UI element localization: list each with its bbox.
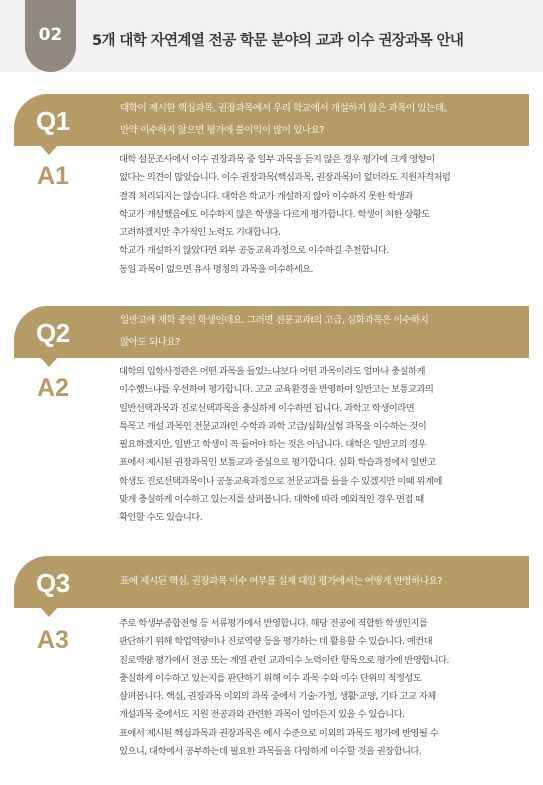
answer-line: 충실하게 이수하고 있는지를 판단하기 위해 이수 과목 수와 이수 단위의 적정성도 [119, 672, 422, 684]
question-line: 표에 제시된 핵심, 권장과목 이수 여부를 실제 대입 평가에서는 어떻게 반영하나요? [120, 576, 442, 587]
answer-line: 일반선택과목과 진로선택과목을 충실하게 이수하면 됩니다. 과학고 학생이라면 [119, 402, 415, 414]
answer-line: 이수했느냐를 우선하여 평가합니다. 고교 교육환경을 반영하여 일반고는 보통교과의 [119, 384, 434, 396]
question-label: Q1 [36, 106, 70, 136]
question-label: Q2 [36, 318, 70, 348]
answer-line: 학교가 개설하지 않았다면 외부 공동교육과정으로 이수하길 추천합니다. [119, 245, 389, 257]
question-text [120, 571, 442, 593]
speech-tail [40, 145, 58, 155]
question-text [120, 310, 428, 354]
answer-label: A2 [37, 374, 69, 402]
answer-line: 있으니, 대학에서 공부하는데 필요한 과목들을 다양하게 이수할 것을 권장합니다. [119, 746, 422, 758]
question-line: 만약 이수하지 않으면 평가에 불이익이 많이 있나요? [120, 125, 325, 136]
section-number: 02 [38, 25, 63, 45]
answer-line: 특목고 개설 과목인 전문교과Ⅰ인 수학과 과학 고급/심화/실험 과목을 이수하는 것이 [119, 420, 427, 432]
answer-line: 확인할 수도 있습니다. [119, 512, 203, 524]
question-label: Q3 [36, 568, 70, 598]
answer-line: 주로 학생부종합전형 등 서류평가에서 반영합니다. 해당 전공에 적합한 학생인지를 [119, 618, 428, 629]
page-title: 5개 대학 자연계열 전공 학문 분야의 교과 이수 권장과목 안내 [92, 33, 464, 49]
answer-line: 살펴봅니다. 핵심, 권장과목 이외의 과목 중에서 기술·가정, 생활·교양, 기타 고교 자체 [119, 691, 436, 703]
answer-label: A3 [37, 626, 69, 654]
question-line: 않아도 되나요? [120, 337, 180, 348]
speech-tail [40, 357, 58, 367]
answer-line: 필요하겠지만, 일반고 학생이 꼭 들어야 하는 것은 아닙니다. 대학은 일반고의 경우 [119, 439, 427, 451]
answer-line: 개설과목 중에서도 지원 전공과와 관련한 과목이 얼마든지 있을 수 있습니다. [119, 709, 405, 721]
question-bar-3 [14, 556, 529, 608]
answer-line: 학교가 개설했음에도 이수하지 않은 학생을 다르게 평가합니다. 학생이 처한 상황도 [119, 208, 430, 220]
answer-line: 판단하기 위해 학업역량이나 진로역량 등을 평가하는 데 활용할 수 있습니다. 예컨대 [119, 636, 433, 648]
answer-text [119, 615, 529, 761]
section-number-badge [25, 0, 76, 72]
answer-line: 결격 처리되지는 않습니다. 대학은 학교가 개설하지 않아 이수하지 못한 학생과 [119, 190, 413, 202]
question-text [120, 98, 446, 142]
answer-line: 동일 과목이 없으면 유사 명칭의 과목을 이수하세요. [119, 263, 313, 275]
answer-line: 대학 설문조사에서 이수 권장과목 중 일부 과목을 듣지 않은 경우 평가에 크게 영향이 [119, 154, 435, 165]
question-line: 일반고에 재학 중인 학생인데요. 그러면 전문교과Ⅰ의 고급, 심화과목은 이수하지 [120, 315, 429, 326]
question-bar-1 [14, 94, 529, 146]
answer-text [119, 363, 529, 528]
question-bar-2 [14, 306, 529, 358]
answer-line: 진로역량 평가에서 전공 또는 계열 관련 교과이수 노력이란 항목으로 평가에 반영합니다. [119, 654, 449, 666]
answer-label: A1 [37, 162, 69, 190]
answer-line: 대학의 입학사정관은 어떤 과목을 들었느냐보다 어떤 과목이라도 얼마나 충실하게 [119, 366, 425, 377]
answer-line: 없다는 의견이 많았습니다. 이수 권장과목(핵심과목, 권장과목)이 없더라도 지원자격처럼 [119, 172, 451, 184]
speech-tail [40, 607, 58, 617]
answer-line: 표에서 제시된 핵심과목과 권장과목은 예시 수준으로 이외의 과목도 평가에 반영될 수 [119, 727, 439, 739]
answer-line: 학생도 진로선택과목이나 공동교육과정으로 전문교과를 들을 수 있겠지만 이때 위계에 [119, 475, 442, 487]
answer-line: 표에서 제시된 권장과목인 보통교과 중심으로 평가합니다. 심화 학습과정에서 일반고 [119, 457, 436, 469]
page-header [0, 0, 543, 72]
answer-line: 맞게 충실하게 이수하고 있는지를 살펴봅니다. 대학에 따라 예외적인 경우 면접 때 [119, 494, 424, 506]
answer-text [119, 151, 529, 279]
answer-line: 고려하겠지만 추가적인 노력도 기대합니다. [119, 227, 281, 239]
question-line: 대학이 제시한 핵심과목, 권장과목에서 우리 학교에서 개설하지 않은 과목이 있는데, [120, 103, 447, 114]
